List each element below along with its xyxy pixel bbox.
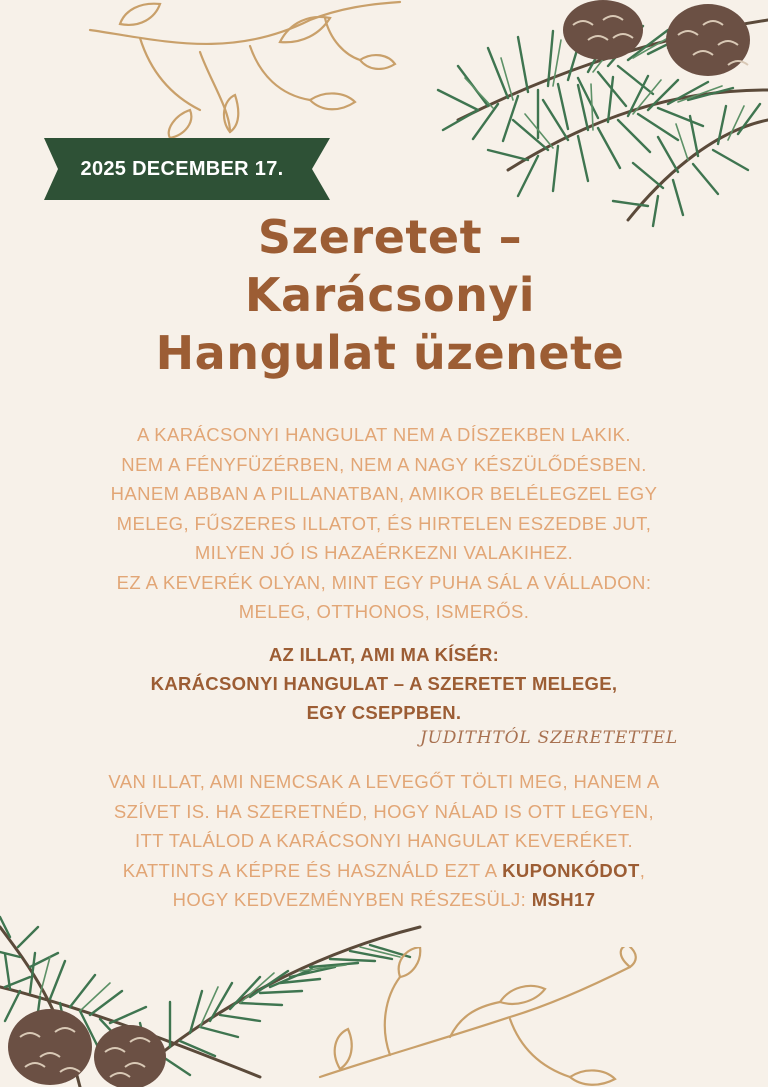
intro-line: MELEG, OTTHONOS, ISMERŐS. <box>238 601 530 622</box>
signature: JUDITHTÓL SZERETETTEL <box>420 728 678 748</box>
pinecone-icon <box>8 1009 166 1087</box>
intro-line: MILYEN JÓ IS HAZAÉRKEZNI VALAKIHEZ. <box>194 542 574 563</box>
coupon-code[interactable]: MSH17 <box>531 889 596 910</box>
intro-line: EZ A KEVERÉK OLYAN, MINT EGY PUHA SÁL A VÁLLADON: <box>116 571 652 593</box>
offer-line: ITT TALÁLOD A KARÁCSONYI HANGULAT KEVERÉKET. <box>134 830 634 851</box>
offer-line4-prefix: KATTINTS A KÉPRE ÉS HASZNÁLD EZT A <box>122 859 503 881</box>
offer-line-coupon-instruction <box>40 856 728 886</box>
highlight-paragraph <box>40 640 728 727</box>
coupon-keyword: KUPONKÓDOT <box>502 859 640 881</box>
intro-paragraph <box>40 420 728 627</box>
intro-line: NEM A FÉNYFÜZÉRBEN, NEM A NAGY KÉSZÜLŐDÉSBEN. <box>121 453 647 475</box>
title-line: Hangulat üzenete <box>155 326 625 380</box>
date-ribbon <box>44 138 330 200</box>
highlight-line: KARÁCSONYI HANGULAT – A SZERETET MELEGE, <box>150 673 618 694</box>
intro-line: A KARÁCSONYI HANGULAT NEM A DÍSZEKBEN LAKIK. <box>137 424 631 445</box>
intro-line: MELEG, FŰSZERES ILLATOT, ÉS HIRTELEN ESZEDBE JUT, <box>116 512 652 534</box>
gold-leaf-branch-icon <box>80 0 410 140</box>
highlight-line: EGY CSEPPBEN. <box>306 702 462 723</box>
offer-line-coupon <box>40 885 728 915</box>
title-line: Karácsonyi <box>244 268 536 322</box>
offer-line: VAN ILLAT, AMI NEMCSAK A LEVEGŐT TÖLTI MEG, HANEM A <box>108 771 660 792</box>
offer-line5-prefix: HOGY KEDVEZMÉNYBEN RÉSZESÜLJ: <box>172 889 532 910</box>
offer-line4-suffix: , <box>639 859 646 881</box>
intro-line: HANEM ABBAN A PILLANATBAN, AMIKOR BELÉLEGZEL EGY <box>110 483 658 504</box>
pinecone-icon <box>563 0 750 76</box>
date-label: 2025 DECEMBER 17. <box>80 157 284 180</box>
highlight-line: AZ ILLAT, AMI MA KÍSÉR: <box>268 644 500 665</box>
page-title <box>60 208 720 382</box>
offer-line: SZÍVET IS. HA SZERETNÉD, HOGY NÁLAD IS OTT LEGYEN, <box>113 800 655 822</box>
title-line: Szeretet – <box>257 210 523 264</box>
gold-leaf-branch-icon <box>300 947 640 1087</box>
offer-paragraph[interactable] <box>40 767 728 915</box>
